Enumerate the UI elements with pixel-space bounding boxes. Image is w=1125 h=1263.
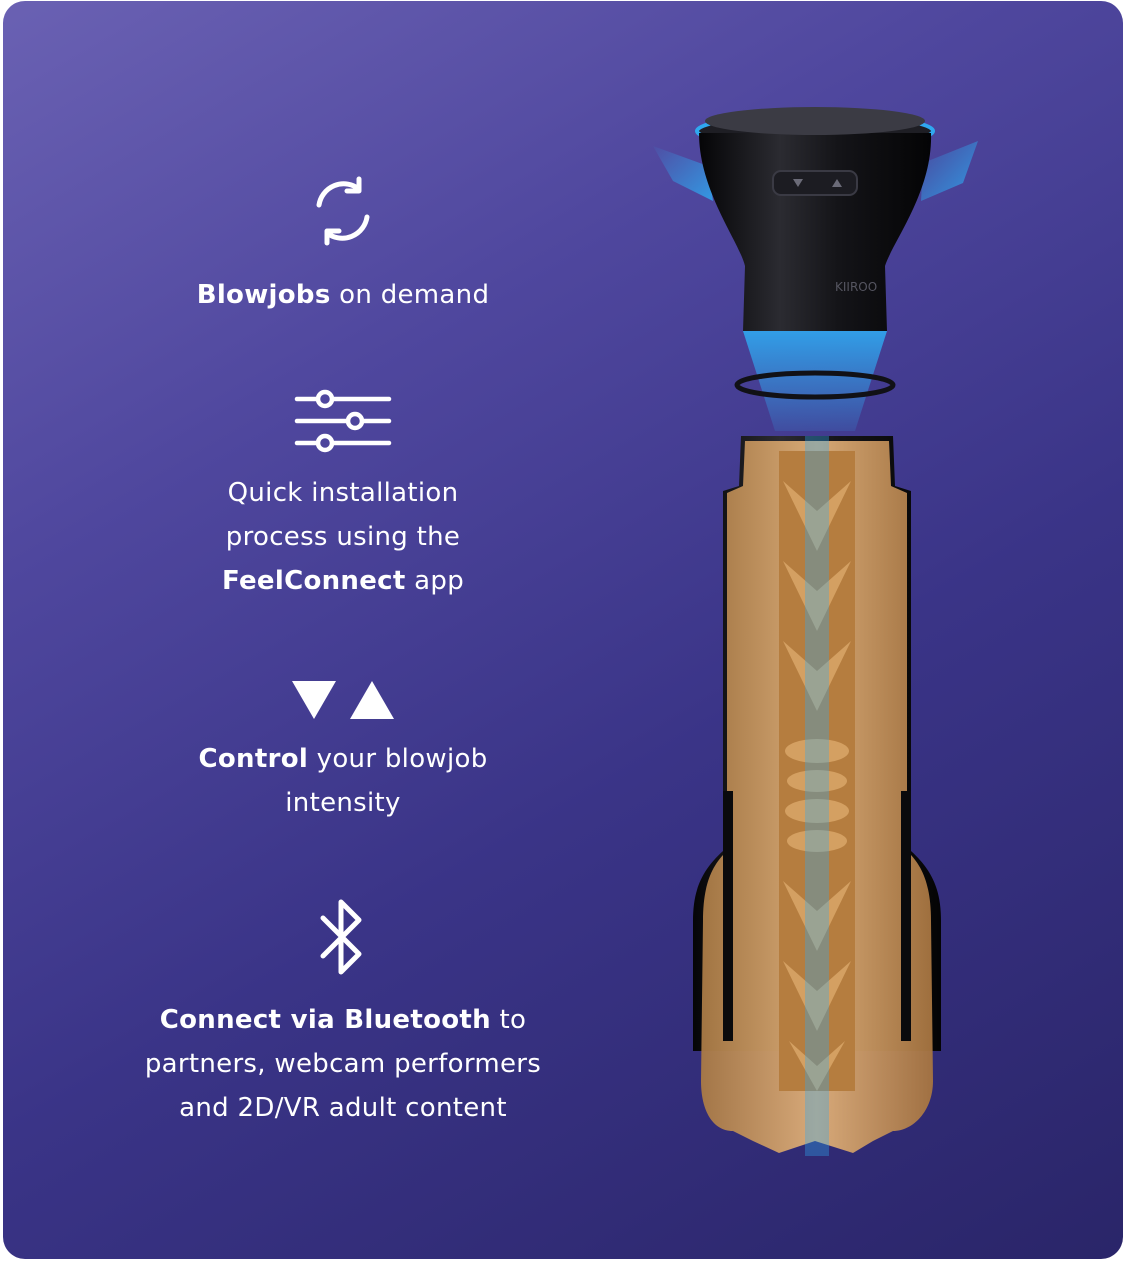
feature-2-text: app	[405, 566, 465, 596]
feature-3-strong: Control	[198, 744, 309, 774]
sleeve-case	[693, 436, 941, 1156]
feature-4-line3: and 2D/VR adult content	[179, 1093, 507, 1123]
bluetooth-icon	[313, 894, 373, 982]
feature-card	[3, 1, 1123, 1259]
brand-mark: KIIROO	[835, 280, 878, 294]
feature-3-line2: intensity	[285, 788, 401, 818]
feature-blowjobs-on-demand	[93, 171, 593, 317]
glow-beam	[743, 331, 887, 431]
feature-control-intensity	[93, 677, 593, 825]
feature-4-line2: partners, webcam performers	[144, 1049, 542, 1079]
sliders-icon	[293, 389, 393, 453]
feature-4-text: to	[490, 1005, 527, 1035]
motor-cap	[697, 107, 933, 331]
refresh-icon	[303, 171, 383, 251]
product-image	[603, 91, 1023, 1181]
feature-bluetooth	[93, 894, 593, 1130]
feature-2-strong: FeelConnect	[221, 566, 406, 596]
feature-3-text: your blowjob	[308, 744, 488, 774]
feature-1-text: on demand	[330, 280, 490, 310]
feature-4-strong: Connect via Bluetooth	[159, 1005, 491, 1035]
feature-2-line1: Quick installation	[227, 478, 459, 508]
up-down-arrows-icon	[288, 677, 398, 723]
feature-quick-installation	[93, 389, 593, 603]
feature-1-strong: Blowjobs	[196, 280, 331, 310]
feature-2-line2: process using the	[225, 522, 461, 552]
